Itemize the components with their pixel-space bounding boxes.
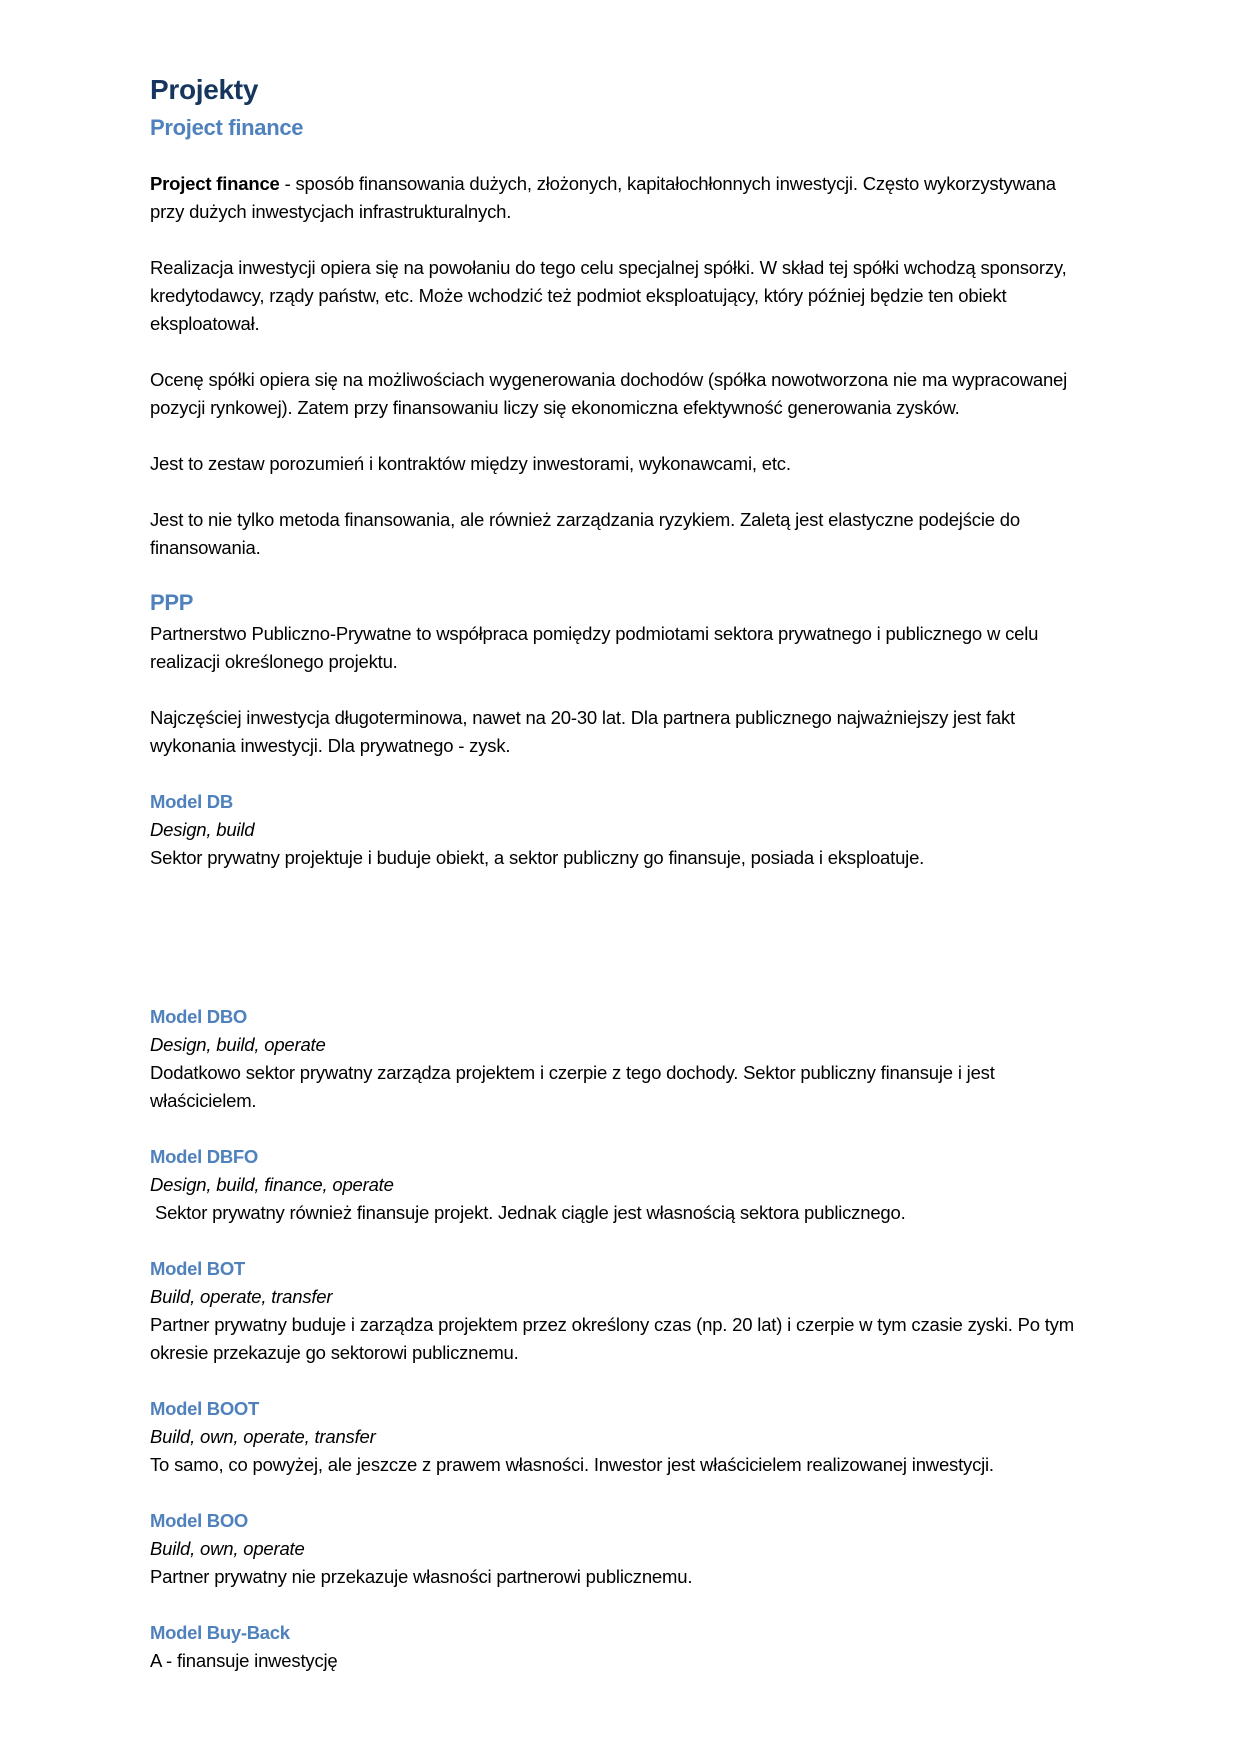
ppp-paragraph: Najczęściej inwestycja długoterminowa, nawet na 20-30 lat. Dla partnera publicznego najważniejszy jest fakt wykonania inwestycji. Dla prywatnego - zysk. [150, 707, 1016, 756]
model-heading-boot: Model BOOT [150, 1398, 260, 1419]
paragraph: Jest to zestaw porozumień i kontraktów między inwestorami, wykonawcami, etc. [150, 453, 791, 474]
model-description: Sektor prywatny projektuje i buduje obiekt, a sektor publiczny go finansuje, posiada i eksploatuje. [150, 847, 925, 868]
model-heading-db: Model DB [150, 791, 233, 812]
document-page [150, 70, 1090, 1675]
intro-paragraph [150, 170, 1090, 226]
model-expansion: Design, build, operate [150, 1034, 326, 1055]
page-title: Projekty [150, 74, 259, 105]
paragraph: Realizacja inwestycji opiera się na powołaniu do tego celu specjalnej spółki. W skład tej spółki wchodzą sponsorzy, kredytodawcy, rządy państw, etc. Może wchodzić też podmiot eksploatujący, który później będzie ten obiekt eksploatował. [150, 257, 1067, 334]
model-description: Partner prywatny buduje i zarządza projektem przez określony czas (np. 20 lat) i czerpie w tym czasie zyski. Po tym okresie przekazuje go sektorowi publicznemu. [150, 1314, 1074, 1363]
model-expansion: Design, build, finance, operate [150, 1174, 394, 1195]
intro-term: Project finance [150, 173, 280, 194]
model-description: Partner prywatny nie przekazuje własności partnerowi publicznemu. [150, 1566, 693, 1587]
model-expansion: Build, own, operate, transfer [150, 1426, 376, 1447]
section-heading-project-finance: Project finance [150, 115, 304, 140]
model-heading-buy-back: Model Buy-Back [150, 1622, 290, 1643]
model-heading-dbo: Model DBO [150, 1006, 247, 1027]
model-description: To samo, co powyżej, ale jeszcze z prawem własności. Inwestor jest właścicielem realizowanej inwestycji. [150, 1454, 994, 1475]
model-heading-dbfo: Model DBFO [150, 1146, 258, 1167]
ppp-paragraph: Partnerstwo Publiczno-Prywatne to współpraca pomiędzy podmiotami sektora prywatnego i publicznego w celu realizacji określonego projektu. [150, 623, 1039, 672]
model-expansion: Build, operate, transfer [150, 1286, 333, 1307]
model-heading-bot: Model BOT [150, 1258, 245, 1279]
model-description: Sektor prywatny również finansuje projekt. Jednak ciągle jest własnością sektora publicznego. [150, 1202, 906, 1223]
intro-definition: - sposób finansowania dużych, złożonych, kapitałochłonnych inwestycji. Często wykorzystywana przy dużych inwestycjach infrastrukturalnych. [150, 173, 1056, 222]
model-description: A - finansuje inwestycję [150, 1650, 338, 1671]
model-description: Dodatkowo sektor prywatny zarządza projektem i czerpie z tego dochody. Sektor publiczny finansuje i jest właścicielem. [150, 1062, 995, 1111]
model-expansion: Design, build [150, 819, 255, 840]
model-expansion: Build, own, operate [150, 1538, 305, 1559]
section-heading-ppp: PPP [150, 590, 194, 615]
paragraph: Jest to nie tylko metoda finansowania, ale również zarządzania ryzykiem. Zaletą jest elastyczne podejście do finansowania. [150, 509, 1020, 558]
paragraph: Ocenę spółki opiera się na możliwościach wygenerowania dochodów (spółka nowotworzona nie ma wypracowanej pozycji rynkowej). Zatem przy finansowaniu liczy się ekonomiczna efektywność generowania zysków. [150, 369, 1068, 418]
model-heading-boo: Model BOO [150, 1510, 249, 1531]
